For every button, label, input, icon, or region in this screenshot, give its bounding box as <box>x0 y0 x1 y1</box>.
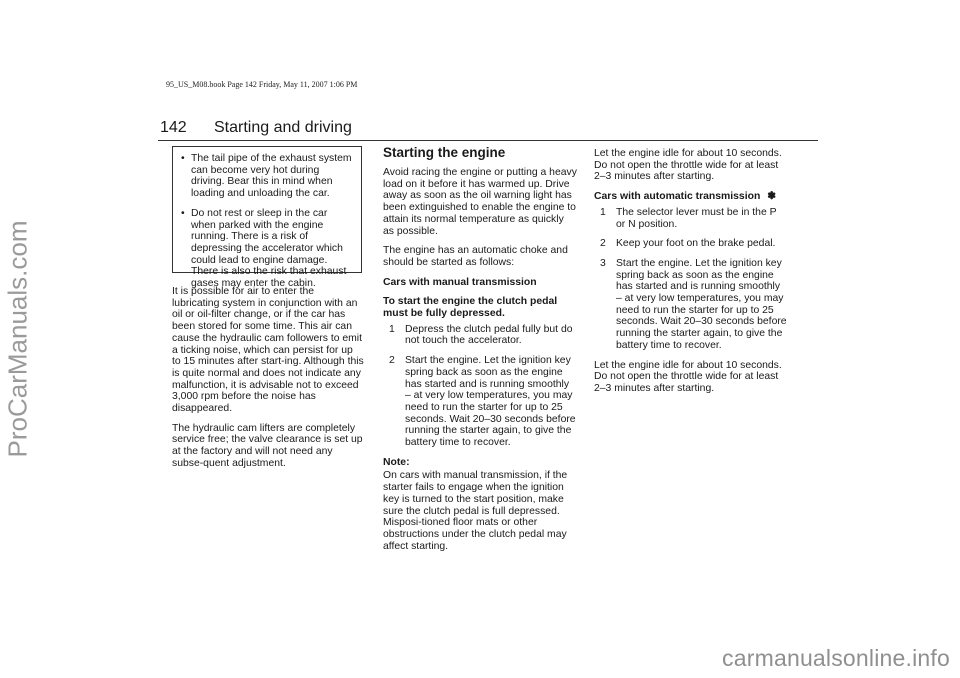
side-watermark <box>4 0 32 678</box>
paragraph: The engine has an automatic choke and should be started as follows: <box>383 245 568 268</box>
list-item <box>594 258 788 352</box>
side-watermark-text: ProCarManuals.com <box>2 220 33 458</box>
subheading-automatic <box>594 191 788 203</box>
step-text: Start the engine. Let the ignition key spring back as soon as the engine has started and is running smoothly – at very low temperatures, you may need to run the starter for up to 25 seconds. Wait 20–30 seconds before running the starter again, to give the battery time to recover. <box>405 355 576 449</box>
middle-column <box>383 145 577 560</box>
paragraph: Let the engine idle for about 10 seconds. Do not open the throttle wide for at least 2–3 minutes after starting. <box>594 148 782 183</box>
bullet-text: Do not rest or sleep in the car when parked with the engine running. There is a risk of depressing the accelerator which could lead to engine damage. There is also the risk that exhaust gases may enter the cabin. <box>191 207 347 290</box>
bullet-text: The tail pipe of the exhaust system can become very hot during driving. Bear this in mind when loading and unloading the car. <box>191 153 352 200</box>
list-item <box>181 153 355 200</box>
footer-watermark: carmanualsonline.info <box>722 645 950 671</box>
step-text: The selector lever must be in the P or N position. <box>616 206 777 230</box>
subheading-clutch: To start the engine the clutch pedal must be fully depressed. <box>383 296 558 320</box>
section-heading: Starting the engine <box>383 145 506 160</box>
step-number: 3 <box>600 257 606 269</box>
paragraph: Let the engine idle for about 10 seconds. Do not open the throttle wide for at least 2–3 minutes after starting. <box>594 359 782 394</box>
header-rule <box>158 140 818 141</box>
list-item <box>181 208 355 290</box>
paragraph: It is possible for air to enter the lubricating system in conjunction with an oil or oil-filter change, or if the car has been stored for some time. This air can cause the hydraulic cam followers to emit a ticking noise, which can persist for up to 15 minutes after start-ing. Although this is quite normal and does not indicate any malfunction, it is advisable not to exceed 3,000 rpm before the noise has disappeared. <box>172 286 364 415</box>
step-text: Keep your foot on the brake pedal. <box>616 238 776 250</box>
right-column <box>594 148 788 403</box>
snowflake-icon: ✽ <box>767 191 776 203</box>
section-title: Starting and driving <box>214 119 352 136</box>
bullet-icon: • <box>181 207 185 219</box>
subheading-automatic-text: Cars with automatic transmission <box>594 191 761 203</box>
list-item <box>383 355 577 449</box>
list-item <box>594 238 788 250</box>
step-text: Depress the clutch pedal fully but do not touch the accelerator. <box>405 323 573 347</box>
page-number: 142 <box>160 119 187 136</box>
note-label: Note: <box>383 456 410 468</box>
step-number: 1 <box>600 206 606 218</box>
warning-box <box>172 146 362 290</box>
list-item <box>383 324 577 347</box>
step-number: 1 <box>389 323 395 335</box>
step-number: 2 <box>600 238 606 250</box>
note-text: On cars with manual transmission, if the starter fails to engage when the ignition key is turned to the start position, make sure the clutch pedal is full depressed. Misposi-tioned floor mats or other obstructions under the clutch pedal may affect starting. <box>383 470 568 552</box>
step-number: 2 <box>389 355 395 367</box>
bullet-icon: • <box>181 153 185 164</box>
left-column-body <box>172 286 364 478</box>
list-item <box>594 207 788 230</box>
paragraph: The hydraulic cam lifters are completely service free; the valve clearance is set up at the factory and will not need any subse-quent adjustment. <box>172 422 363 469</box>
file-header: 95_US_M08.book Page 142 Friday, May 11, 2007 1:06 PM <box>166 80 358 89</box>
step-text: Start the engine. Let the ignition key spring back as soon as the engine has started and is running smoothly – at very low temperatures, you may need to run the starter for up to 25 seconds. Wait 20–30 seconds before running the starter again, to give the battery time to recover. <box>616 257 787 351</box>
subheading-manual: Cars with manual transmission <box>383 276 537 288</box>
paragraph: Avoid racing the engine or putting a heavy load on it before it has warmed up. Drive away as soon as the oil warning light has been extinguished to enable the engine to attain its normal temperature as quickly as possible. <box>383 167 577 237</box>
